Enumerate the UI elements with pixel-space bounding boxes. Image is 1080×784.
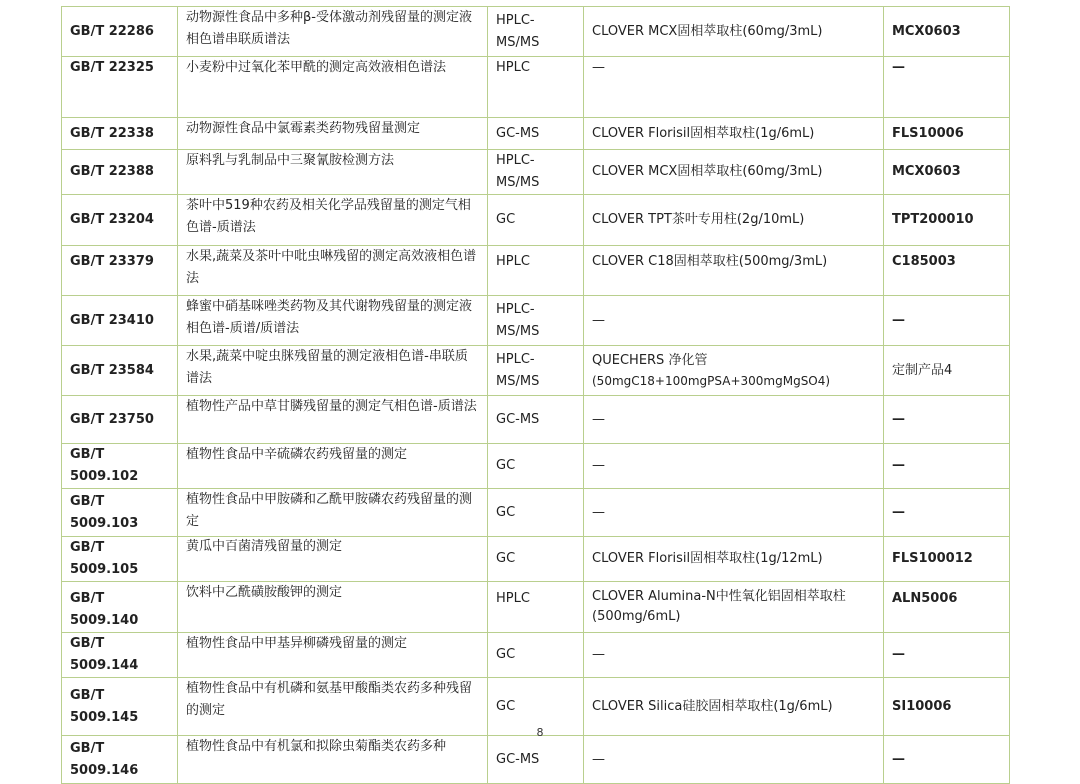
standard-code: GB/T 5009.145	[62, 678, 178, 736]
none-dash: —	[892, 411, 905, 427]
standard-name: 动物源性食品中多种β-受体激动剂残留量的测定液相色谱串联质谱法	[178, 7, 488, 57]
none-dash: —	[892, 504, 905, 520]
standard-code: GB/T 22388	[62, 150, 178, 195]
test-method: HPLC	[488, 582, 584, 633]
standard-name: 蜂蜜中硝基咪唑类药物及其代谢物残留量的测定液相色谱-质谱/质谱法	[178, 296, 488, 346]
standard-name: 植物性产品中草甘膦残留量的测定气相色谱-质谱法	[178, 396, 488, 444]
none-dash: —	[592, 504, 605, 520]
table-row	[62, 246, 1010, 296]
test-method: GC	[488, 489, 584, 537]
standard-name: 黄瓜中百菌清残留量的测定	[178, 537, 488, 582]
spe-column	[584, 396, 884, 444]
table-row	[62, 736, 1010, 784]
table-row	[62, 489, 1010, 537]
product-code: TPT200010	[884, 195, 1010, 246]
standard-name: 动物源性食品中氯霉素类药物残留量测定	[178, 118, 488, 150]
standard-code: GB/T 5009.103	[62, 489, 178, 537]
standard-name: 植物性食品中辛硫磷农药残留量的测定	[178, 444, 488, 489]
spe-column: CLOVER Florisil固相萃取柱(1g/12mL)	[584, 537, 884, 582]
test-method: GC-MS	[488, 396, 584, 444]
test-method: GC	[488, 444, 584, 489]
spe-column-line2: (50mgC18+100mgPSA+300mgMgSO4)	[592, 373, 831, 388]
none-dash: —	[592, 647, 605, 662]
spe-column	[584, 633, 884, 678]
table-row	[62, 118, 1010, 150]
spe-column-line2: (500mg/6mL)	[592, 609, 681, 624]
spe-column	[584, 296, 884, 346]
spe-column: CLOVER MCX固相萃取柱(60mg/3mL)	[584, 150, 884, 195]
product-code: MCX0603	[884, 7, 1010, 57]
table-row	[62, 444, 1010, 489]
test-method: GC-MS	[488, 118, 584, 150]
test-method: GC	[488, 633, 584, 678]
product-code: MCX0603	[884, 150, 1010, 195]
standard-code: GB/T 23584	[62, 346, 178, 396]
standard-name: 植物性食品中甲基异柳磷残留量的测定	[178, 633, 488, 678]
standard-name: 植物性食品中有机氯和拟除虫菊酯类农药多种	[178, 736, 488, 784]
test-method: HPLC	[488, 57, 584, 118]
spe-column-line1: QUECHERS 净化管	[592, 352, 708, 368]
test-method: GC	[488, 195, 584, 246]
spe-column	[584, 489, 884, 537]
table-row	[62, 633, 1010, 678]
spe-column	[584, 444, 884, 489]
table-row	[62, 57, 1010, 118]
table-row	[62, 296, 1010, 346]
spe-column: CLOVER Florisil固相萃取柱(1g/6mL)	[584, 118, 884, 150]
standard-code: GB/T 22286	[62, 7, 178, 57]
test-method: HPLC-MS/MS	[488, 296, 584, 346]
table-row	[62, 195, 1010, 246]
standards-table	[61, 6, 1010, 784]
product-code: C185003	[884, 246, 1010, 296]
none-dash: —	[892, 312, 905, 328]
test-method: HPLC-MS/MS	[488, 150, 584, 195]
table-row	[62, 582, 1010, 633]
spe-column	[584, 57, 884, 118]
standard-name: 水果,蔬菜中啶虫脒残留量的测定液相色谱-串联质谱法	[178, 346, 488, 396]
table-row	[62, 396, 1010, 444]
standard-name: 原料乳与乳制品中三聚氰胺检测方法	[178, 150, 488, 195]
standard-name: 植物性食品中有机磷和氨基甲酸酯类农药多种残留的测定	[178, 678, 488, 736]
product-code: 定制产品4	[884, 346, 1010, 396]
none-dash: —	[592, 312, 605, 328]
none-dash: —	[892, 751, 905, 767]
test-method: GC	[488, 537, 584, 582]
standard-code: GB/T 5009.146	[62, 736, 178, 784]
product-code	[884, 736, 1010, 784]
product-code: SI10006	[884, 678, 1010, 736]
product-code	[884, 296, 1010, 346]
standard-code: GB/T 23204	[62, 195, 178, 246]
product-code	[884, 57, 1010, 118]
none-dash: —	[892, 60, 905, 75]
standard-name: 饮料中乙酰磺胺酸钾的测定	[178, 582, 488, 633]
table-row	[62, 150, 1010, 195]
spe-column-line1: CLOVER Alumina-N中性氧化铝固相萃取柱	[592, 589, 846, 604]
test-method: HPLC	[488, 246, 584, 296]
none-dash: —	[592, 411, 605, 427]
product-code: FLS100012	[884, 537, 1010, 582]
product-code: ALN5006	[884, 582, 1010, 633]
spe-column	[584, 346, 884, 396]
none-dash: —	[592, 751, 605, 767]
spe-column: CLOVER MCX固相萃取柱(60mg/3mL)	[584, 7, 884, 57]
standard-code: GB/T 22338	[62, 118, 178, 150]
none-dash: —	[592, 60, 605, 75]
standard-code: GB/T 5009.105	[62, 537, 178, 582]
standard-name: 水果,蔬菜及茶叶中吡虫啉残留的测定高效液相色谱法	[178, 246, 488, 296]
spe-column: CLOVER C18固相萃取柱(500mg/3mL)	[584, 246, 884, 296]
product-code	[884, 444, 1010, 489]
standard-code: GB/T 5009.140	[62, 582, 178, 633]
product-code	[884, 489, 1010, 537]
test-method: GC	[488, 678, 584, 736]
test-method: HPLC-MS/MS	[488, 7, 584, 57]
product-code	[884, 396, 1010, 444]
spe-column	[584, 736, 884, 784]
spe-column: CLOVER Silica硅胶固相萃取柱(1g/6mL)	[584, 678, 884, 736]
standard-name: 植物性食品中甲胺磷和乙酰甲胺磷农药残留量的测定	[178, 489, 488, 537]
product-code	[884, 633, 1010, 678]
standard-code: GB/T 5009.144	[62, 633, 178, 678]
standard-code: GB/T 23410	[62, 296, 178, 346]
standard-code: GB/T 22325	[62, 57, 178, 118]
spe-column: CLOVER TPT茶叶专用柱(2g/10mL)	[584, 195, 884, 246]
standard-name: 茶叶中519种农药及相关化学品残留量的测定气相色谱-质谱法	[178, 195, 488, 246]
table-row	[62, 346, 1010, 396]
standard-code: GB/T 23379	[62, 246, 178, 296]
none-dash: —	[892, 647, 905, 662]
none-dash: —	[592, 458, 605, 473]
standard-code: GB/T 5009.102	[62, 444, 178, 489]
product-code: FLS10006	[884, 118, 1010, 150]
none-dash: —	[892, 458, 905, 473]
test-method: GC-MS	[488, 736, 584, 784]
table-row	[62, 7, 1010, 57]
spe-column	[584, 582, 884, 633]
standard-name: 小麦粉中过氧化苯甲酰的测定高效液相色谱法	[178, 57, 488, 118]
page-number: 8	[536, 726, 544, 739]
standard-code: GB/T 23750	[62, 396, 178, 444]
test-method: HPLC-MS/MS	[488, 346, 584, 396]
table-row	[62, 537, 1010, 582]
